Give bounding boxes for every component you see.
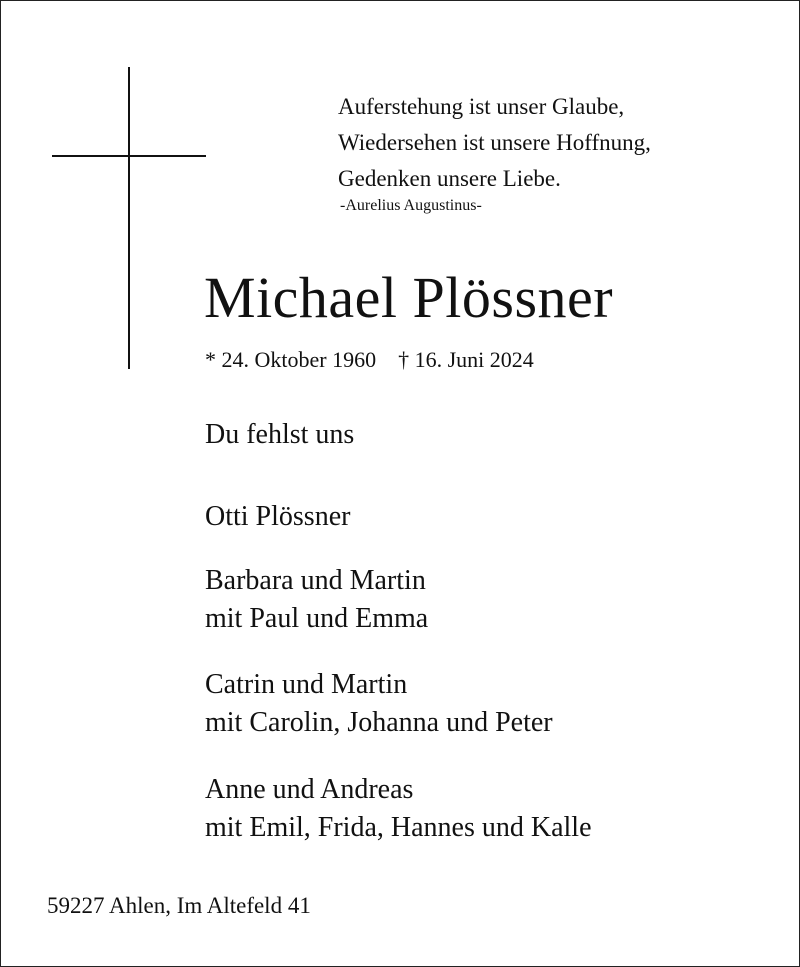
mourner-line: Anne und Andreas: [205, 774, 414, 805]
deceased-name: Michael Plössner: [204, 265, 614, 330]
cross-icon: [128, 67, 130, 369]
quote-line: Auferstehung ist unser Glaube,: [338, 94, 625, 119]
farewell-text: Du fehlst uns: [205, 419, 355, 450]
death-date: † 16. Juni 2024: [398, 347, 534, 372]
quote-line: Wiedersehen ist unsere Hoffnung,: [338, 130, 651, 155]
quote-line: Gedenken unsere Liebe.: [338, 166, 561, 191]
mourner-line: Catrin und Martin: [205, 669, 408, 700]
mourner-line: mit Paul und Emma: [205, 603, 429, 634]
mourner-line: Barbara und Martin: [205, 565, 426, 596]
mourner-line: Otti Plössner: [205, 501, 351, 532]
mourner-group: [205, 562, 428, 638]
memorial-quote: [338, 89, 651, 217]
life-dates: [205, 345, 534, 375]
mourner-line: mit Carolin, Johanna und Peter: [205, 707, 553, 738]
family-address: 59227 Ahlen, Im Altefeld 41: [47, 893, 311, 918]
mourner-group: [205, 498, 350, 536]
birth-date: * 24. Oktober 1960: [205, 347, 377, 372]
farewell-message: [205, 416, 354, 454]
quote-author: -Aurelius Augustinus-: [340, 197, 482, 214]
cross-icon-crossbar: [52, 155, 206, 157]
mourner-group: [205, 771, 592, 847]
mourner-group: [205, 666, 553, 742]
mourner-line: mit Emil, Frida, Hannes und Kalle: [205, 812, 592, 843]
